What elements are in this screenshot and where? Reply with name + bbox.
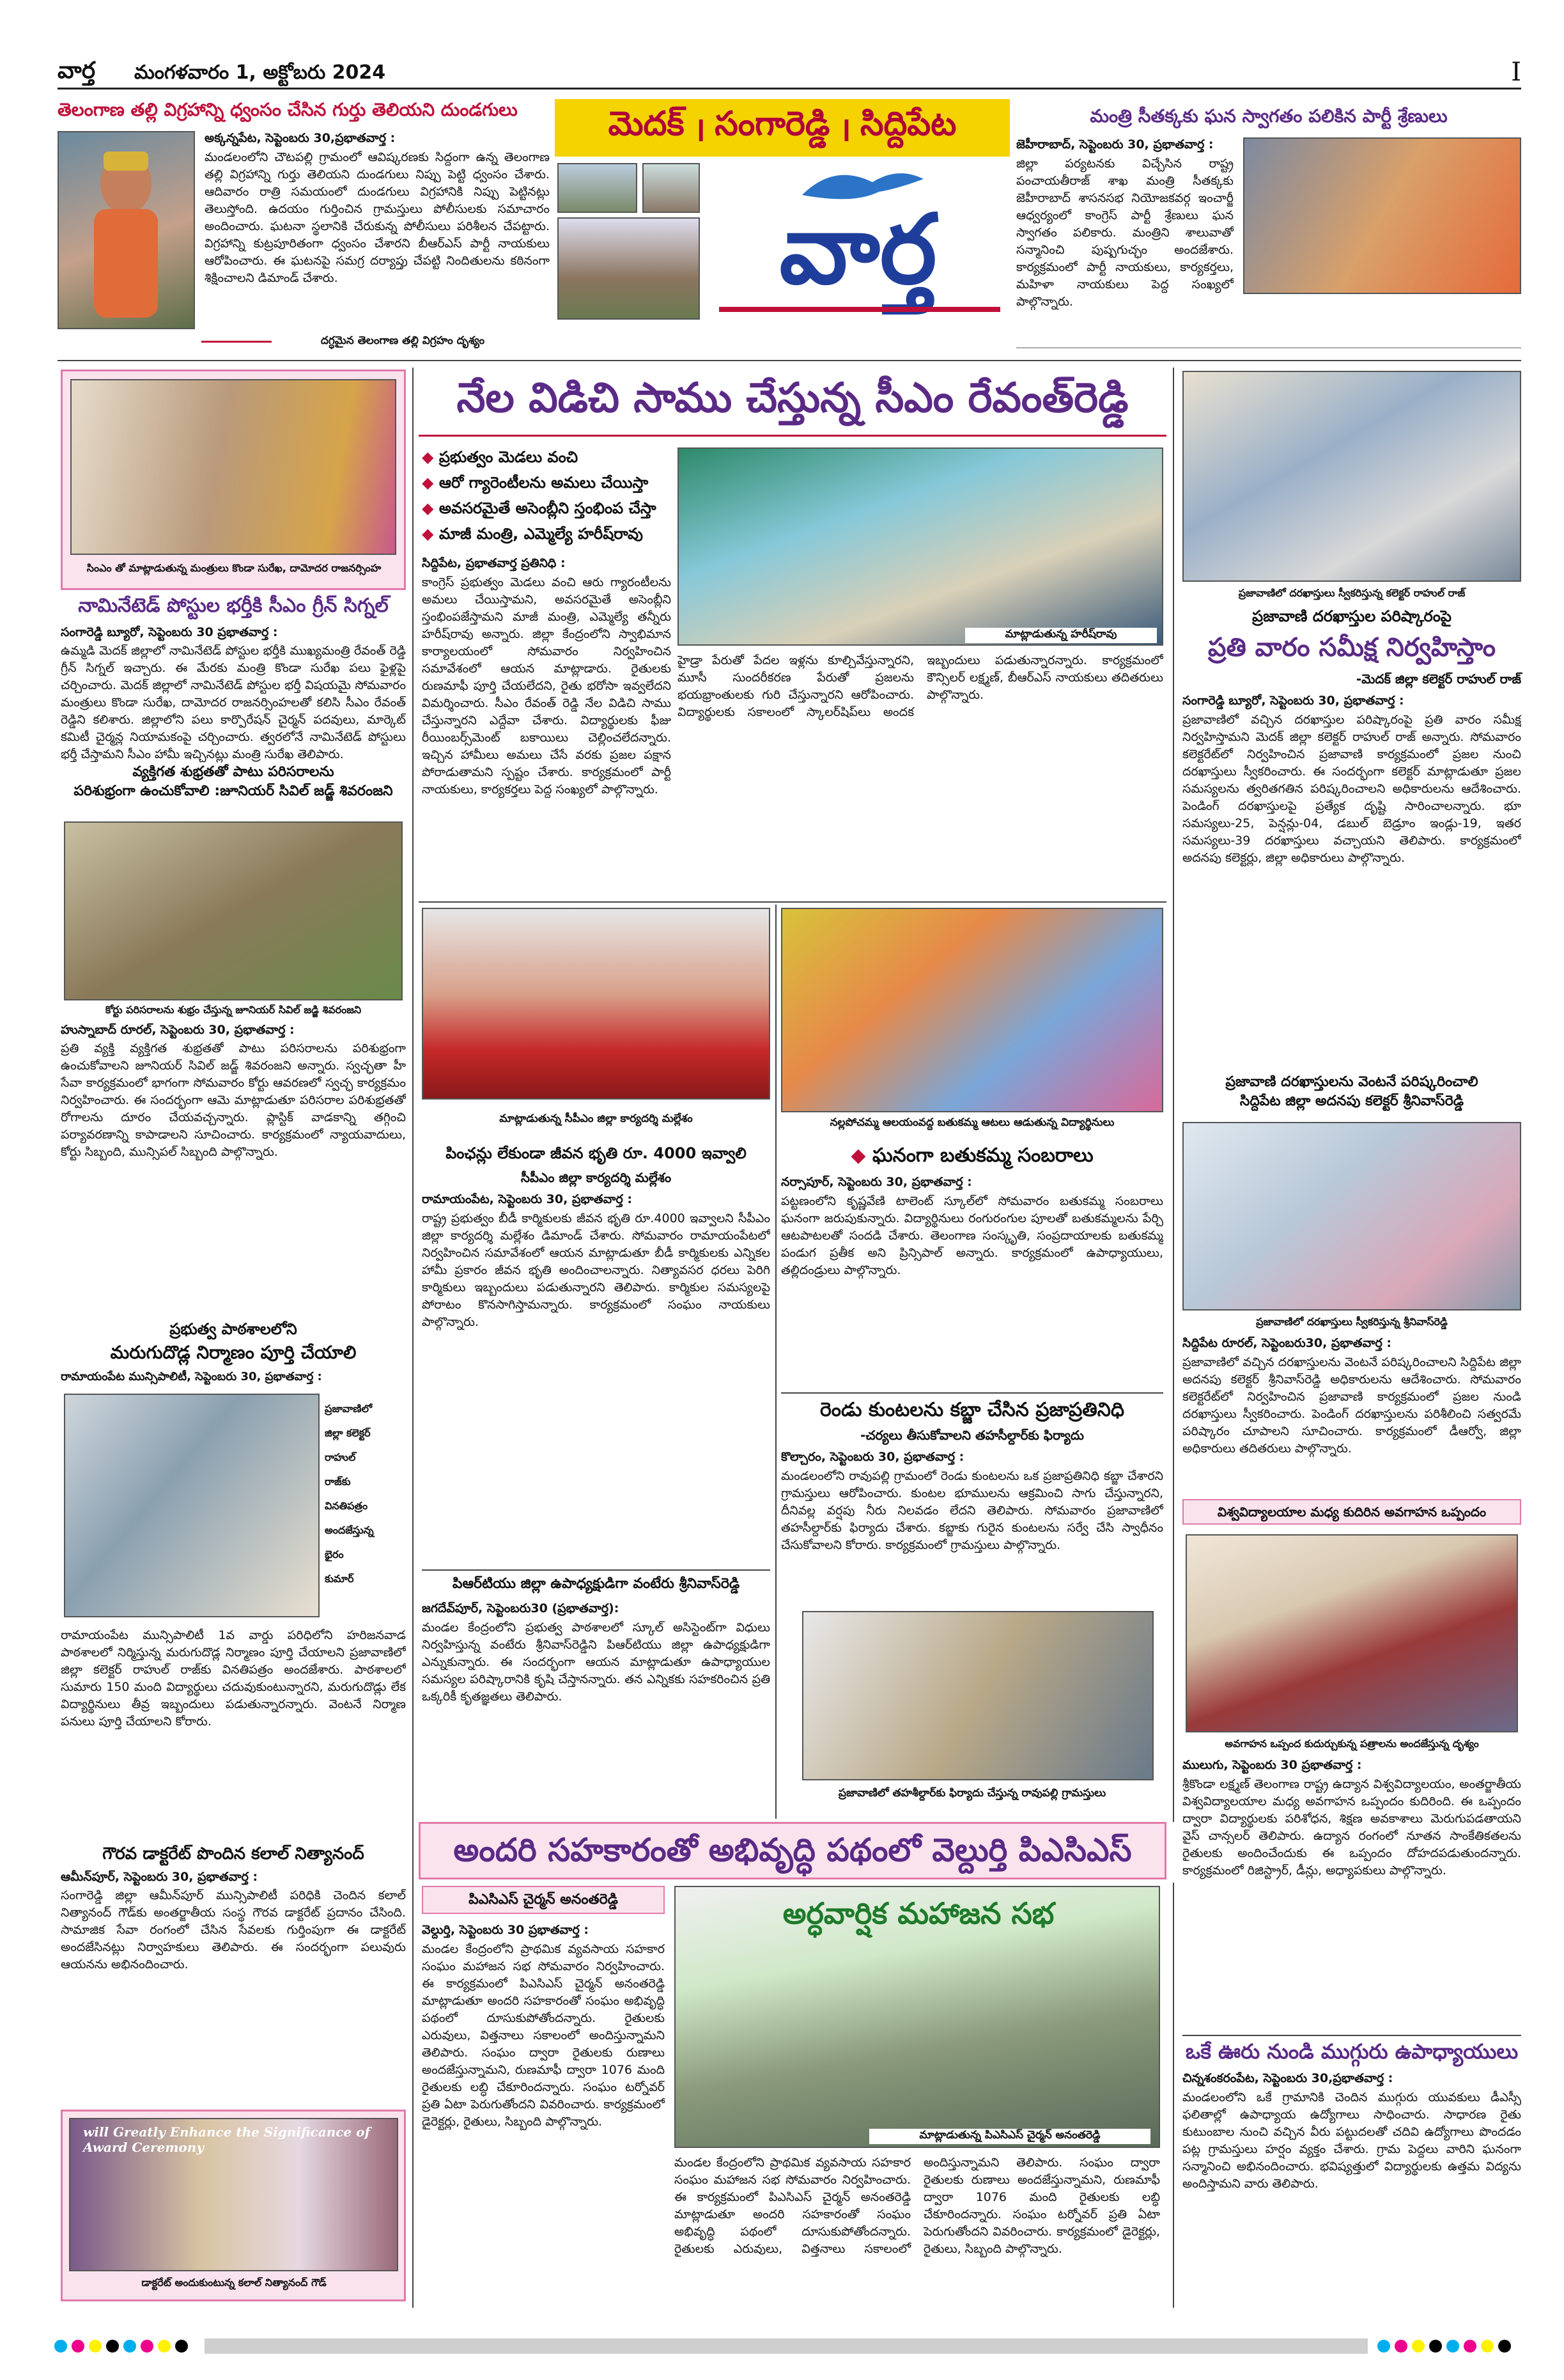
mou-headline: విశ్వవిద్యాలయాల మధ్య కుదిరిన అవగాహన ఒప్పందం <box>1217 1504 1487 1520</box>
top-right-dateline: జెహీరాబాద్, సెప్టెంబరు 30, ప్రభాతవార్త : <box>1016 137 1214 152</box>
doctorate-caption: డాక్టరేట్ అందుకుంటున్న కలాల్ నిత్యానంద్ గౌడ్ <box>141 2276 327 2289</box>
bullet-0: ◆ ప్రభుత్వం మెడలు వంచి <box>422 448 578 466</box>
nominated-dateline: సంగారెడ్డి బ్యూరో, సెప్టెంబరు 30 ప్రభాతవార్త : <box>61 625 278 639</box>
weekly-review-headline-a: ప్రజావాణి దరఖాస్తుల పరిష్కారంపై <box>1252 607 1452 625</box>
statue-photo <box>58 131 195 329</box>
petition-label-2: రాహుల్ <box>325 1451 356 1463</box>
cpm-body: రాష్ట్ర ప్రభుత్వం బీడీ కార్మికులకు జీవన భృతి రూ.4000 ఇవ్వాలని సీపీఎం జిల్లా కార్యదర్శి మల్లేశం డిమాండ్ చేశారు. సోమవారం రామాయంపేటలో నిర్వహించిన సమావేశంలో ఆయన మాట్లాడుతూ బీడీ కార్మికులకు ఎన్నికల హామీ ప్రకారం జీవన భృతి అందించాలన్నారు. నిత్యావసర ధరలు పెరిగి కార్మికులు ఇబ్బందులు పడుతున్నారని తెలిపారు. కార్మికుల సమస్యలపై పోరాటం కొనసాగిస్తామన్నారు. కార్యక్రమంలో సంఘం నాయకులు పాల్గొన్నారు. <box>422 1211 770 1329</box>
top-strip <box>58 58 1521 89</box>
top-right-headline: మంత్రి సీతక్కకు ఘన స్వాగతం పలికిన పార్టీ శ్రేణులు <box>1090 105 1448 127</box>
ponds-caption: ప్రజావాణిలో తహశీల్దార్‌కు ఫిర్యాదు చేస్తున్న రావుపల్లి గ్రామస్తులు <box>838 1787 1106 1800</box>
district-siddipet: సిద్దిపేట <box>860 104 957 143</box>
landmark-photo-2 <box>642 163 700 213</box>
landmark-photo-3 <box>557 217 700 320</box>
district-banner: మెదక్ । సంగారెడ్డి । సిద్దిపేట <box>555 99 1010 157</box>
toilets-body: రామాయంపేట మున్సిపాలిటీ 1వ వార్డు పరిధిలోని హరిజనవాడ పాఠశాలలో నిర్మిస్తున్న మరుగుదొడ్ల నిర్మాణం పూర్తి చేయాలని ప్రజావాణిలో జిల్లా కలెక్టర్ రాహుల్ రాజ్‌కు వినతిపత్రం అందజేశారు. పాఠశాలలో సుమారు 150 మంది విద్యార్థులు చదువుకుంటున్నారని, మరుగుదొడ్లు లేక విద్యార్థినులు తీవ్ర ఇబ్బందులు పడుతున్నారన్నారు. వెంటనే నిర్మాణ పనులు పూర్తి చేయాలని కోరారు. <box>61 1628 406 1729</box>
main-body: కాంగ్రెస్ ప్రభుత్వం మెడలు వంచి ఆరు గ్యారంటీలను అమలు చేయిస్తామని, అవసరమైతే అసెంబ్లీని స్తంభింపజేస్తామని మాజీ మంత్రి, ఎమ్మెల్యే తన్నీరు హరీష్‌రావు అన్నారు. జిల్లా కేంద్రంలోని స్వాభిమాన కార్యాలయంలో సోమవారం నిర్వహించిన సమావేశంలో ఆయన మాట్లాడారు. రైతులకు రుణమాఫీ పూర్తి చేయలేదని, రైతు భరోసా ఇవ్వలేదని విమర్శించారు. సీఎం రేవంత్ రెడ్డి నేల విడిచి సాము చేస్తున్నారని ఎద్దేవా చేశారు. విద్యార్థులకు ఫీజు రీయింబర్స్‌మెంట్ బకాయిలు చెల్లించలేదన్నారు. ఇచ్చిన హామీలు అమలు చేసే వరకు ప్రజల పక్షాన పోరాడుతామని స్పష్టం చేశారు. కార్యక్రమంలో పార్టీ నాయకులు, కార్యకర్తలు పెద్ద సంఖ్యలో పాల్గొన్నారు. <box>422 575 671 797</box>
doctorate-headline: గౌరవ డాక్టరేట్ పొందిన కలాల్ నిత్యానంద్ <box>102 1844 364 1863</box>
pacs-headline: అందరి సహకారంతో అభివృద్ధి పథంలో వెల్దుర్తి పిఎసిఎస్ <box>453 1832 1132 1869</box>
cleanliness-story <box>61 1023 406 1321</box>
mou-caption: అవగాహన ఒప్పంద కుదుర్చుకున్న పత్రాలను అందజేస్తున్న దృశ్యం <box>1225 1738 1479 1750</box>
top-left-body: మండలంలోని చౌటపల్లి గ్రామంలో ఆవిష్కరణకు సిద్దంగా ఉన్న తెలంగాణ తల్లి విగ్రహాన్ని గుర్తు తెలియని దుండగులు నిప్పు పెట్టి ధ్వంసం చేశారు. ఆదివారం రాత్రి సమయంలో దుండగులు విగ్రహానికి నిప్పు పెట్టినట్లు తెలుస్తోంది. ఉదయం గుర్తించిన గ్రామస్తులు పోలీసులకు సమాచారం అందించారు. ఘటనా స్థలానికి చేరుకున్న పోలీసులు పరిశీలన చేపట్టారు. విగ్రహాన్ని కుట్రపూరితంగా ధ్వంసం చేశారని బీఆర్ఎస్ పార్టీ నాయకులు ఆరోపించారు. ఈ ఘటనపై సమగ్ర దర్యాప్తు చేపట్టి నిందితులను కఠినంగా శిక్షించాలని డిమాండ్ చేశారు. <box>205 150 550 285</box>
top-right-tail <box>1016 347 1521 348</box>
teachers-dateline: చిన్నశంకరంపేట, సెప్టెంబరు 30,ప్రభాతవార్త : <box>1182 2071 1393 2085</box>
footer-registration <box>0 2333 1564 2359</box>
pacs-meeting-photo <box>674 1886 1160 2148</box>
top-left-headline: తెలంగాణ తల్లి విగ్రహాన్ని ధ్వంసం చేసిన గుర్తు తెలియని దుండగులు <box>58 99 518 120</box>
petition-label-3: రాజ్‌కు <box>325 1475 351 1488</box>
cleanliness-dateline: హుస్నాబాద్ రూరల్, సెప్టెంబరు 30, ప్రభాతవార్త : <box>61 1023 295 1037</box>
petition-label-6: భైరం <box>325 1548 344 1560</box>
addl-collector-dateline: సిద్దిపేట రూరల్, సెప్టెంబరు30, ప్రభాతవార్త : <box>1182 1336 1391 1350</box>
weekly-review-dateline: సంగారెడ్డి బ్యూరో, సెప్టెంబరు 30, ప్రభాతవార్త : <box>1182 694 1404 708</box>
doctorate-dateline: ఆమీన్‌పూర్, సెప్టెంబరు 30, ప్రభాతవార్త : <box>61 1870 258 1884</box>
main-dateline: సిద్దిపేట, ప్రభాతవార్త ప్రతినిధి : <box>422 556 566 570</box>
petition-side-labels <box>325 1397 406 1591</box>
statue-illustration <box>59 132 194 328</box>
teachers-headline: ఒకే ఊరు నుండి ముగ్గురు ఉపాధ్యాయులు <box>1185 2039 1519 2064</box>
right-bottom-rule <box>1173 1883 1174 2308</box>
addl-collector-caption: ప్రజావాణిలో దరఖాస్తులు స్వీకరిస్తున్న శ్రీనివాస్‌రెడ్డి <box>1256 1316 1448 1328</box>
ponds-dateline: కొల్చారం, సెప్టెంబరు 30, ప్రభాతవార్త : <box>781 1450 964 1464</box>
top-left-dateline: అక్కన్నపేట, సెప్టెంబరు 30,ప్రభాతవార్త : <box>205 131 396 145</box>
paper-logo <box>706 160 1010 320</box>
nominated-headline: నామినేటెడ్ పోస్టుల భర్తీకి సీఎం గ్రీన్ సిగ్నల్ <box>78 595 389 617</box>
main-headline: నేల విడిచి సాము చేస్తున్న సీఎం రేవంత్‌రెడ్డి <box>456 375 1129 422</box>
nominated-body: ఉమ్మడి మెదక్ జిల్లాలో నామినేటెడ్ పోస్టుల భర్తీకి ముఖ్యమంత్రి రేవంత్ రెడ్డి గ్రీన్ సిగ్నల్ ఇచ్చారు. ఈ మేరకు మంత్రి కొండా సురేఖ పలు ఫైళ్లపై చర్చించారు. మెదక్ జిల్లాలో నామినేటెడ్ పోస్టుల భర్తీ విషయమై సోమవారం మంత్రులు కొండా సురేఖ, దామోదర రాజనర్సింహలతో కలిసి సీఎం రేవంత్ రెడ్డిని కలిశారు. జిల్లాలోని పలు కార్పొరేషన్ చైర్మన్ పదవులు, మార్కెట్ కమిటీ చైర్మన్ల నియామకంపై చర్చించారు. త్వరలోనే నామినేటెడ్ పోస్టులు భర్తీ చేస్తామని సీఎం హామీ ఇచ్చినట్లు మంత్రి సురేఖ తెలిపారు. <box>61 644 406 761</box>
ponds-body: మండలంలోని రావుపల్లి గ్రామంలో రెండు కుంటలను ఒక ప్రజాప్రతినిధి కబ్జా చేశారని గ్రామస్తులు ఆరోపించారు. కుంటల భూములను ఆక్రమించి సాగు చేస్తున్నారని, దీనివల్ల వర్షపు నీరు నిలవడం లేదని తెలిపారు. సోమవారం ప్రజావాణిలో తహసీల్దార్‌కు ఫిర్యాదు చేశారు. కబ్జాకు గురైన కుంటలను సర్వే చేసి స్వాధీనం చేసుకోవాలని కోరారు. కార్యక్రమంలో గ్రామస్తులు పాల్గొన్నారు. <box>781 1469 1163 1552</box>
bathukamma-body: పట్టణంలోని కృష్ణవేణి టాలెంట్ స్కూల్‌లో సోమవారం బతుకమ్మ సంబరాలు ఘనంగా జరుపుకున్నారు. విద్యార్థినులు రంగురంగుల పూలతో బతుకమ్మలను పేర్చి ఆటపాటలతో సందడి చేశారు. తెలంగాణ సంస్కృతి, సంప్రదాయాలకు బతుకమ్మ పండుగ ప్రతీక అని ప్రిన్సిపాల్ అన్నారు. కార్యక్రమంలో ఉపాధ్యాయులు, తల్లిదండ్రులు పాల్గొన్నారు. <box>781 1194 1163 1277</box>
dateline: మంగళవారం 1, అక్టోబరు 2024 <box>134 61 386 84</box>
cleanliness-headline-b: పరిశుభ్రంగా ఉంచుకోవాలి :జూనియర్ సివిల్ జడ్జ్ శివరంజని <box>74 783 393 799</box>
collector-prajavani-photo <box>1182 371 1521 582</box>
cleanliness-heading <box>61 764 406 802</box>
prtu-dateline: జగదేవ్‌పూర్, సెప్టెంబరు30 (ప్రభాతవార్త): <box>422 1601 619 1615</box>
applications-headline-a: ప్రజావాణి దరఖాస్తులను వెంటనే పరిష్కరించాలి <box>1225 1074 1478 1090</box>
paper-name-small: వార్త <box>58 58 96 84</box>
caption-arrow <box>201 341 272 343</box>
left-col-rule <box>412 368 414 2308</box>
pacs-subheadline: పిఎసిఎస్ చైర్మన్ అనంతరెడ్డి <box>468 1892 618 1908</box>
bullet-1: ◆ ఆరో గ్యారెంటీలను అమలు చేయిస్తా <box>422 474 649 492</box>
harish-caption: మాట్లాడుతున్న హరీష్‌రావు <box>965 628 1157 643</box>
cpm-headline: పింఛన్లు లేకుండా జీవన భృతి రూ. 4000 ఇవ్వాలి <box>445 1144 747 1162</box>
mou-photo <box>1186 1534 1518 1732</box>
cm-meeting-photo <box>70 379 396 555</box>
toilets-headline-a: ప్రభుత్వ పాఠశాలలోని <box>169 1320 297 1338</box>
court-cleaning-caption: కోర్టు పరిసరాలను శుభ్రం చేస్తున్న జూనియర్ సివిల్ జడ్జి శివరంజని <box>105 1004 362 1016</box>
pacs-dateline: వెల్దుర్తి, సెప్టెంబరు 30 ప్రభాతవార్త : <box>422 1923 589 1937</box>
ponds-subheadline: -చర్యలు తీసుకోవాలని తహసీల్దార్‌కు ఫిర్యాదు <box>860 1427 1084 1443</box>
toilets-dateline: రామాయంపేట మున్సిపాలిటీ, సెప్టెంబరు 30, ప్రభాతవార్త : <box>61 1370 322 1383</box>
toilets-headline-b: మరుగుదొడ్ల నిర్మాణం పూర్తి చేయాలి <box>110 1342 357 1363</box>
harish-speech-photo <box>677 447 1163 646</box>
main-body-continued: హైడ్రా పేరుతో పేదల ఇళ్లను కూల్చివేస్తున్నారని, మూసీ సుందరీకరణ పేరుతో ప్రజలను భయభ్రాంతులకు గురి చేస్తున్నారని ఆరోపించారు. విద్యార్థులకు సకాలంలో స్కాలర్‌షిప్‌లు అందక ఇబ్బందులు పడుతున్నారన్నారు. కార్యక్రమంలో కౌన్సిలర్ లక్ష్మణ్, బీఆర్ఎస్ నాయకులు తదితరులు పాల్గొన్నారు. <box>677 653 1163 719</box>
teachers-divider <box>1182 2035 1521 2036</box>
cleanliness-headline-a: వ్యక్తిగత శుభ్రతతో పాటు పరిసరాలను <box>132 764 334 780</box>
ponds-headline: రెండు కుంటలను కబ్జా చేసిన ప్రజాప్రతినిధి <box>819 1399 1125 1421</box>
doctorate-story <box>61 1844 406 2085</box>
nominated-posts-story <box>61 595 406 770</box>
weekly-review-heading <box>1182 607 1521 690</box>
pacs-headline-box <box>419 1822 1166 1879</box>
pacs-sub-box <box>422 1886 665 1914</box>
doctorate-photo <box>69 2118 398 2271</box>
masthead-divider <box>58 360 1521 361</box>
petition-label-7: కుమార్ <box>325 1573 354 1585</box>
bullet-3: ◆ మాజీ మంత్రి, ఎమ్మెల్యే హరీష్‌రావు <box>422 525 643 543</box>
bathukamma-dateline: నర్సాపూర్, సెప్టెంబరు 30, ప్రభాతవార్త : <box>781 1175 972 1189</box>
collector-caption: ప్రజావాణిలో దరఖాస్తులు స్వీకరిస్తున్న కలెక్టర్ రాహుల్ రాజ్ <box>1238 587 1466 599</box>
bathukamma-photo <box>781 908 1163 1112</box>
pacs-banner-text: అర్ధవార్షిక మహాజన సభ <box>782 1896 1055 1931</box>
cpm-divider <box>422 1569 770 1571</box>
prtu-headline: పిఆర్‌టియు జిల్లా ఉపాధ్యక్షుడిగా వంటేరు శ్రీనివాస్‌రెడ్డి <box>452 1576 740 1592</box>
main-headline-box <box>419 369 1166 437</box>
mou-body: శ్రీకొండా లక్ష్మణ్ తెలంగాణ రాష్ట్ర ఉద్యాన విశ్వవిద్యాలయం, అంతర్జాతీయ విశ్వవిద్యాలయాల మధ్య అవగాహన ఒప్పందం కుదిరింది. ఈ ఒప్పందం ద్వారా విద్యార్థులకు పరిశోధన, శిక్షణ అవకాశాలు మెరుగుపడతాయని వైస్ చాన్సలర్ తెలిపారు. ఉద్యాన రంగంలో నూతన సాంకేతికతలను రైతులకు అందించేందుకు ఈ ఒప్పందం దోహదపడుతుందన్నారు. కార్యక్రమంలో రిజిస్ట్రార్, డీన్లు, అధ్యాపకులు పాల్గొన్నారు. <box>1182 1777 1521 1878</box>
logo-wordmark: వార్త <box>779 193 937 306</box>
main-bullets <box>422 444 677 547</box>
cpm-caption: మాట్లాడుతున్న సీపీఎం జిల్లా కార్యదర్శి మల్లేశం <box>499 1112 693 1125</box>
prajavani-petition-photo <box>64 1394 320 1617</box>
petition-label-1: జిల్లా కలెక్టర్ <box>325 1427 371 1439</box>
minister-welcome-photo <box>1243 137 1521 294</box>
applications-heading <box>1182 1074 1521 1112</box>
cleanliness-body: ప్రతి వ్యక్తి వ్యక్తిగత శుభ్రతతో పాటు పరిసరాలను పరిశుభ్రంగా ఉంచుకోవాలని జూనియర్ సివిల్ జడ్జ్ శివరంజని అన్నారు. స్వచ్ఛతా హీ సేవా కార్యక్రమంలో భాగంగా సోమవారం కోర్టు ఆవరణలో స్వచ్ఛ కార్యక్రమం నిర్వహించారు. ఈ సందర్భంగా ఆమె మాట్లాడుతూ పరిసరాల పరిశుభ్రతతో రోగాలను దూరం చేయవచ్చన్నారు. ప్లాస్టిక్ వాడకాన్ని తగ్గించి పర్యావరణాన్ని కాపాడాలని సూచించారు. కార్యక్రమంలో న్యాయవాదులు, కోర్టు సిబ్బంది, మున్సిపల్ సిబ్బంది పాల్గొన్నారు. <box>61 1041 406 1159</box>
prtu-body: మండల కేంద్రంలోని ప్రభుత్వ పాఠశాలలో స్కూల్ అసిస్టెంట్‌గా విధులు నిర్వహిస్తున్న వంటేరు శ్రీనివాస్‌రెడ్డిని పిఆర్‌టియు జిల్లా ఉపాధ్యక్షుడిగా ఎన్నుకున్నారు. ఈ సందర్భంగా ఆయన మాట్లాడుతూ ఉపాధ్యాయుల సమస్యల పరిష్కారానికి కృషి చేస్తానన్నారు. తన ఎన్నికకు సహకరించిన ప్రతి ఒక్కరికీ కృతజ్ఞతలు తెలిపారు. <box>422 1621 770 1704</box>
cpm-dateline: రామాయంపేట, సెప్టెంబరు 30, ప్రభాతవార్త : <box>422 1192 633 1206</box>
petition-label-5: అందజేస్తున్న <box>325 1524 374 1536</box>
teachers-body: మండలంలోని ఒకే గ్రామానికి చెందిన ముగ్గురు యువకులు డీఎస్సీ ఫలితాల్లో ఉపాధ్యాయ ఉద్యోగాలు సాధించారు. సాధారణ రైతు కుటుంబాల నుంచి వచ్చిన వీరు పట్టుదలతో చదివి ఉద్యోగాలు పొందడం పట్ల గ్రామస్తులు హర్షం వ్యక్తం చేశారు. గ్రామ పెద్దలు వారిని ఘనంగా సన్మానించి అభినందించారు. భవిష్యత్తులో విద్యార్థులకు ఉత్తమ విద్యను అందిస్తామని వారు తెలిపారు. <box>1182 2090 1521 2191</box>
page-number: I <box>1511 58 1521 87</box>
print-registration-dots <box>0 2333 1564 2359</box>
center-divider-1 <box>419 901 1166 903</box>
district-medak: మెదక్ <box>608 104 685 143</box>
award-banner-text: will Greatly Enhance the Significance of Award Ceremony <box>83 2124 371 2155</box>
pacs-caption: మాట్లాడుతున్న పిఎసిఎస్ చైర్మన్ అనంతరెడ్డి <box>869 2129 1150 2144</box>
court-cleaning-photo <box>64 821 403 1000</box>
addl-collector-photo <box>1182 1122 1521 1311</box>
left-photo-box <box>61 369 406 590</box>
cpm-meeting-photo <box>422 908 770 1100</box>
center-split-rule <box>775 905 777 1819</box>
ponds-complaint-photo <box>802 1611 1154 1780</box>
bullet-2: ◆ అవసరమైతే అసెంబ్లీని స్తంభింప చేస్తా <box>422 499 656 517</box>
top-right-body: జిల్లా పర్యటనకు విచ్చేసిన రాష్ట్ర పంచాయతీరాజ్ శాఖ మంత్రి సీతక్కకు జెహీరాబాద్ శాసనసభ నియోజకవర్గ ఇంచార్జీ ఆధ్వర్యంలో కాంగ్రెస్ పార్టీ శ్రేణులు ఘన స్వాగతం పలికారు. మంత్రిని శాలువాతో సన్మానించి పుష్పగుచ్ఛం అందజేశారు. కార్యక్రమంలో పార్టీ నాయకులు, కార్యకర్తలు, మహిళా నాయకులు పెద్ద సంఖ్యలో పాల్గొన్నారు. <box>1016 157 1234 309</box>
doctorate-body: సంగారెడ్డి జిల్లా ఆమీన్‌పూర్ మున్సిపాలిటీ పరిధికి చెందిన కలాల్ నిత్యానంద్ గౌడ్‌కు అంతర్జాతీయ సంస్థ గౌరవ డాక్టరేట్ ప్రదానం చేసింది. సామాజిక సేవా రంగంలో చేసిన సేవలకు గుర్తింపుగా ఈ డాక్టరేట్ అందజేసినట్లు నిర్వాహకులు తెలిపారు. ఈ సందర్భంగా పలువురు ఆయనను అభినందించారు. <box>61 1888 406 1972</box>
district-sangareddy: సంగారెడ్డి <box>715 104 830 143</box>
top-right-story <box>1016 99 1521 355</box>
weekly-review-headline-c: -మెదక్ జిల్లా కలెక్టర్ రాహుల్ రాజ్ <box>1356 671 1521 687</box>
petition-label-4: వినతిపత్రం <box>325 1500 368 1512</box>
mou-heading-box <box>1182 1499 1521 1525</box>
top-left-caption: దగ్ధమైన తెలంగాణ తల్లి విగ్రహం దృశ్యం <box>320 334 485 347</box>
right-col-rule <box>1173 368 1174 1822</box>
bathukamma-caption: నల్లపోచమ్మ ఆలయంవద్ద బతుకమ్మ ఆటలు ఆడుతున్న విద్యార్థినులు <box>830 1116 1115 1129</box>
doctorate-photo-box <box>61 2110 406 2301</box>
mou-dateline: ములుగు, సెప్టెంబరు 30 ప్రభాతవార్త : <box>1182 1758 1362 1772</box>
pacs-body-continued: మండల కేంద్రంలోని ప్రాథమిక వ్యవసాయ సహకార సంఘం మహాజన సభ సోమవారం నిర్వహించారు. ఈ కార్యక్రమంలో పిఎసిఎస్ చైర్మన్ అనంతరెడ్డి మాట్లాడుతూ అందరి సహకారంతో సంఘం అభివృద్ధి పథంలో దూసుకుపోతోందన్నారు. రైతులకు ఎరువులు, విత్తనాలు సకాలంలో అందిస్తున్నామని తెలిపారు. సంఘం ద్వారా రైతులకు రుణాలు అందజేస్తున్నామని, రుణమాఫీ ద్వారా 1076 మంది రైతులకు లబ్ధి చేకూరిందన్నారు. సంఘం టర్నోవర్ ప్రతి ఏటా పెరుగుతోందని వివరించారు. కార్యక్రమంలో డైరెక్టర్లు, రైతులు, సిబ్బంది పాల్గొన్నారు. <box>674 2156 1160 2256</box>
landmark-photo-1 <box>557 163 637 213</box>
applications-headline-b: సిద్దిపేట జిల్లా అదనపు కలెక్టర్ శ్రీనివాస్‌రెడ్డి <box>1239 1093 1464 1109</box>
top-left-story <box>58 99 550 355</box>
addl-collector-body: ప్రజావాణిలో వచ్చిన దరఖాస్తులను వెంటనే పరిష్కరించాలని సిద్దిపేట జిల్లా అదనపు కలెక్టర్ శ్రీనివాస్‌రెడ్డి అధికారులను ఆదేశించారు. సోమవారం కలెక్టరేట్‌లో నిర్వహించిన ప్రజావాణి కార్యక్రమంలో ప్రజల నుండి దరఖాస్తులు స్వీకరించారు. పెండింగ్ దరఖాస్తులను పరిశీలించి సత్వరమే పరిష్కారం చూపాలని సూచించారు. కార్యక్రమంలో డీఆర్వో, జిల్లా అధికారులు తదితరులు పాల్గొన్నారు. <box>1182 1355 1521 1456</box>
weekly-review-headline-b: ప్రతి వారం సమీక్ష నిర్వహిస్తాం <box>1208 633 1496 662</box>
cm-meeting-caption: సింఎం తో మాట్లాడుతున్న మంత్రులు కొండా సురేఖ, దామోదర రాజనర్సింహ <box>86 562 382 574</box>
petition-label-0: ప్రజావాణిలో <box>325 1403 373 1415</box>
bathukamma-headline: ◆ ఘనంగా బతుకమ్మ సంబరాలు <box>851 1144 1094 1167</box>
bathukamma-divider <box>781 1392 1163 1394</box>
toilets-heading <box>61 1320 406 1386</box>
cpm-subheadline: సీపీఎం జిల్లా కార్యదర్శి మల్లేశం <box>520 1170 672 1185</box>
pacs-body: మండల కేంద్రంలోని ప్రాథమిక వ్యవసాయ సహకార సంఘం మహాజన సభ సోమవారం నిర్వహించారు. ఈ కార్యక్రమంలో పిఎసిఎస్ చైర్మన్ అనంతరెడ్డి మాట్లాడుతూ అందరి సహకారంతో సంఘం అభివృద్ధి పథంలో దూసుకుపోతోందన్నారు. రైతులకు ఎరువులు, విత్తనాలు సకాలంలో అందిస్తున్నామని తెలిపారు. సంఘం ద్వారా రైతులకు రుణాలు అందజేస్తున్నామని, రుణమాఫీ ద్వారా 1076 మంది రైతులకు లబ్ధి చేకూరిందన్నారు. సంఘం టర్నోవర్ ప్రతి ఏటా పెరుగుతోందని వివరించారు. కార్యక్రమంలో డైరెక్టర్లు, రైతులు, సిబ్బంది పాల్గొన్నారు. <box>422 1942 665 2129</box>
weekly-review-body: ప్రజావాణిలో వచ్చిన దరఖాస్తుల పరిష్కారంపై ప్రతి వారం సమీక్ష నిర్వహిస్తామని మెదక్ జిల్లా కలెక్టర్ రాహుల్ రాజ్ అన్నారు. సోమవారం కలెక్టరేట్‌లో నిర్వహించిన ప్రజావాణి కార్యక్రమంలో ప్రజల నుంచి దరఖాస్తులు స్వీకరించారు. ఈ సందర్భంగా కలెక్టర్ మాట్లాడుతూ ప్రజల సమస్యలను త్వరితగతిన పరిష్కరించాలని అధికారులను ఆదేశించారు. పెండింగ్ దరఖాస్తులపై ప్రత్యేక దృష్టి సారించాలన్నారు. భూ సమస్యలు-25, పెన్షన్లు-04, డబుల్ బెడ్రూం ఇండ్లు-19, ఇతర సమస్యలు-39 దరఖాస్తులు వచ్చాయని తెలిపారు. కార్యక్రమంలో అదనపు కలెక్టర్లు, జిల్లా అధికారులు పాల్గొన్నారు. <box>1182 713 1521 865</box>
